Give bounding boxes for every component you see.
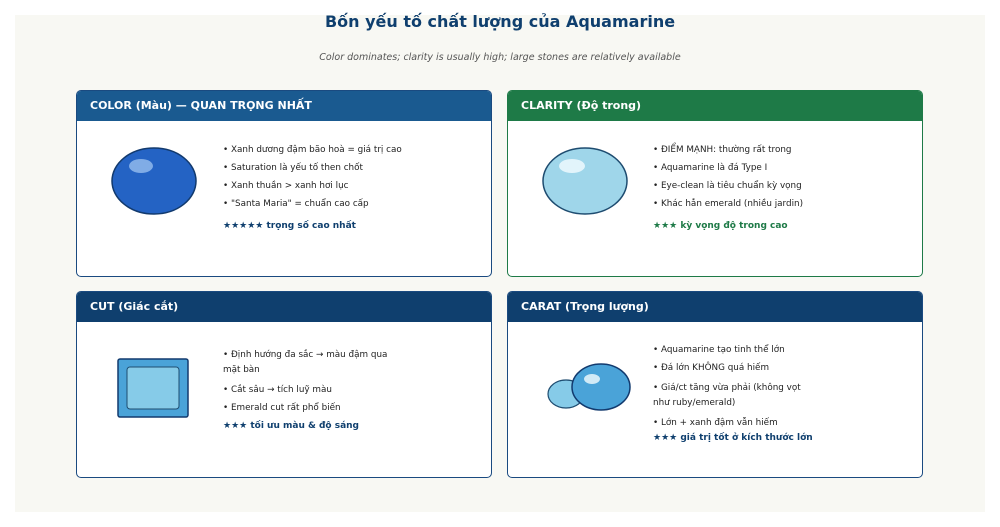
bullet: • Eye-clean là tiêu chuẩn kỳ vọng [653, 181, 802, 191]
bullet: • Xanh thuần > xanh hơi lục [223, 181, 349, 191]
panel-cut [76, 291, 492, 478]
bullet: • Saturation là yếu tố then chốt [223, 163, 363, 173]
panel-carat-header: CARAT (Trọng lượng) [508, 292, 922, 322]
panel-clarity-bullets [653, 145, 913, 217]
page-title: Bốn yếu tố chất lượng của Aquamarine [324, 12, 676, 31]
panel-clarity [507, 90, 923, 277]
bullet: • Emerald cut rất phổ biến [223, 403, 341, 413]
page-subtitle: Color dominates; clarity is usually high; large stones are relatively available [319, 52, 681, 63]
panel-color-bullets [223, 145, 483, 217]
emerald-cut-gem-icon [117, 358, 191, 420]
round-gem-color-icon [109, 145, 199, 217]
bullet: • "Santa Maria" = chuẩn cao cấp [223, 199, 369, 209]
bullet: • ĐIỂM MẠNH: thường rất trong [653, 145, 792, 155]
panel-carat-score: ★★★ giá trị tốt ở kích thước lớn [653, 433, 813, 443]
bullet: • Định hướng đa sắc → màu đậm qua mặt bàn [223, 350, 388, 375]
bullet: • Cắt sâu → tích luỹ màu [223, 385, 332, 395]
round-gem-clarity-icon [540, 145, 630, 217]
bullet: • Xanh dương đậm bão hoà = giá trị cao [223, 145, 402, 155]
bullet: • Giá/ct tăng vừa phải (không vọt như ruby/emerald) [653, 383, 801, 408]
panel-cut-bullets [223, 348, 393, 421]
bullet: • Aquamarine tạo tinh thể lớn [653, 345, 785, 355]
panel-carat [507, 291, 923, 478]
panel-clarity-header: CLARITY (Độ trong) [508, 91, 922, 121]
bullet: • Aquamarine là đá Type I [653, 163, 768, 173]
panel-clarity-score: ★★★ kỳ vọng độ trong cao [653, 221, 788, 231]
panel-color-header: COLOR (Màu) — QUAN TRỌNG NHẤT [77, 91, 491, 121]
bullet: • Đá lớn KHÔNG quá hiếm [653, 363, 770, 373]
panel-color-score: ★★★★★ trọng số cao nhất [223, 221, 356, 231]
panel-color [76, 90, 492, 277]
panel-cut-score: ★★★ tối ưu màu & độ sáng [223, 421, 360, 431]
bullet: • Lớn + xanh đậm vẫn hiếm [653, 418, 778, 428]
bullet: • Khác hẳn emerald (nhiều jardin) [653, 199, 804, 209]
panel-carat-bullets [653, 345, 803, 436]
gem-size-comparison-icon [546, 362, 632, 412]
panel-cut-header: CUT (Giác cắt) [77, 292, 491, 322]
